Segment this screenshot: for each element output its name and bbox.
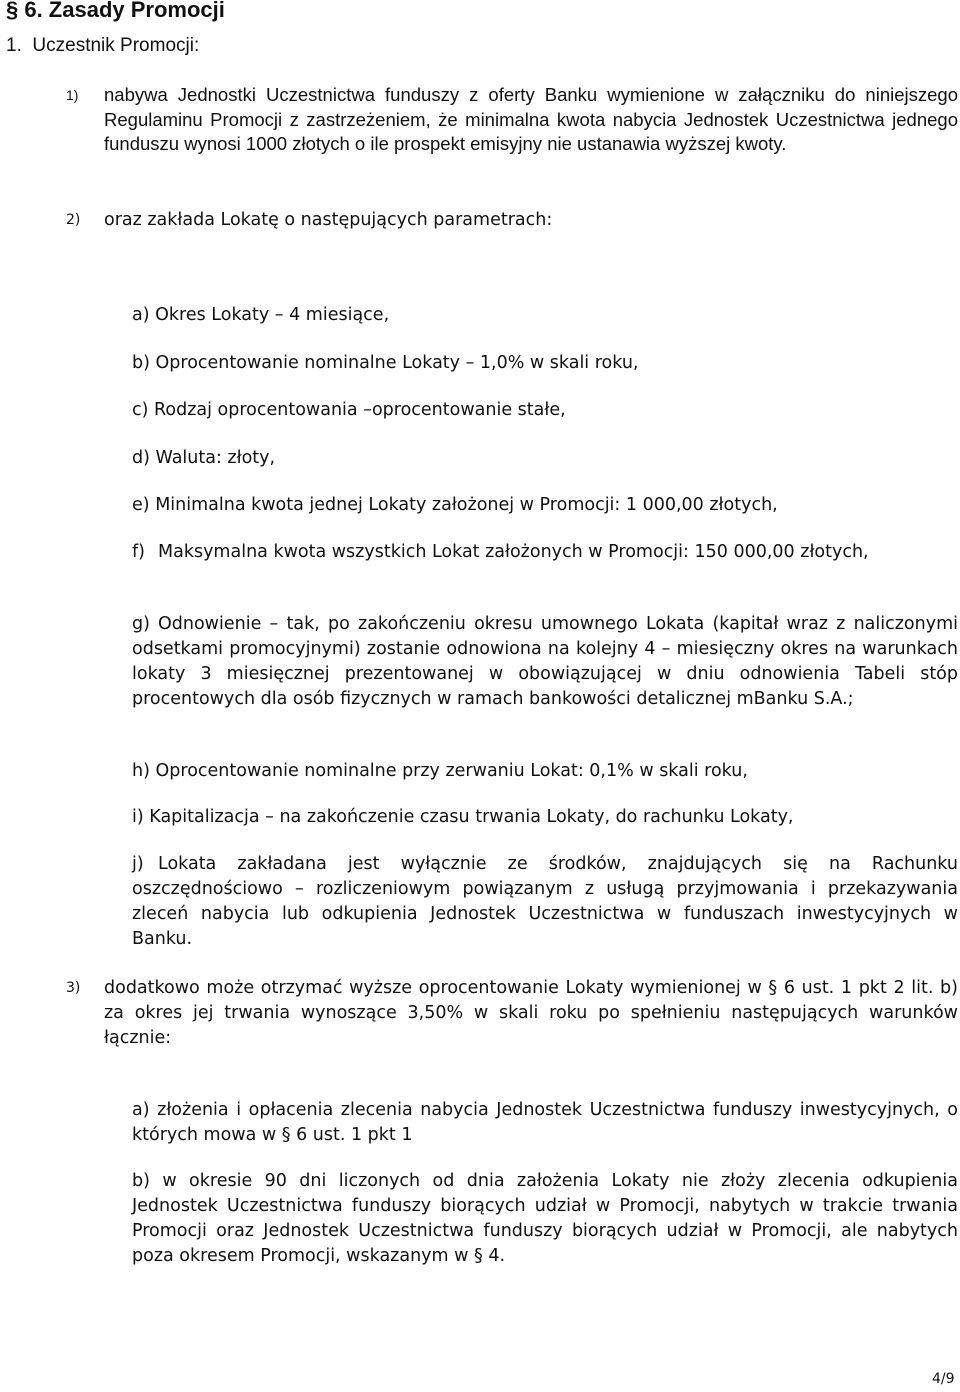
page-number: 4/9 [932,1371,955,1387]
parameter-letter: g) [132,614,150,634]
list-item-number: 1) [66,87,79,103]
parameter-text: Odnowienie – tak, po zakończeniu okresu umownego Lokata (kapitał wraz z naliczonymi odsetkami promocyjnymi) zostanie odnowiona na kolejny 4 – miesięczny okres na warunkach lokaty 3 miesięcznej prezentowanej w obowiązującej w dniu odnowienia Tabeli stóp procentowych dla osób fizycznych w ramach bankowości detalicznej mBanku S.A.; [132,614,958,709]
parameter-text: Okres Lokaty – 4 miesiące, [155,305,390,325]
parameter-letter: a) [132,305,150,325]
parameter-letter: h) [132,761,150,781]
subsection-label: Uczestnik Promocji: [32,35,200,56]
deposit-parameter-d [132,446,958,471]
parameter-text: Minimalna kwota jednej Lokaty założonej w Promocji: 1 000,00 złotych, [155,495,778,515]
bonus-condition-a [132,1098,958,1148]
parameter-text: Maksymalna kwota wszystkich Lokat założonych w Promocji: 150 000,00 złotych, [158,542,869,562]
condition-text: złożenia i opłacenia zlecenia nabycia Jednostek Uczestnictwa funduszy inwestycyjnych, o których mowa w § 6 ust. 1 pkt 1 [132,1100,958,1145]
deposit-parameter-b [132,351,958,376]
deposit-parameter-i [132,805,958,830]
parameter-text: Oprocentowanie nominalne przy zerwaniu Lokat: 0,1% w skali roku, [155,761,748,781]
parameter-letter: j) [132,854,144,874]
parameter-letter: f) [132,542,145,562]
list-item-1 [66,83,958,157]
parameter-text: Oprocentowanie nominalne Lokaty – 1,0% w skali roku, [155,353,639,373]
condition-letter: b) [132,1171,150,1191]
parameter-text: Kapitalizacja – na zakończenie czasu trwania Lokaty, do rachunku Lokaty, [149,807,794,827]
list-item-text: dodatkowo może otrzymać wyższe oprocentowanie Lokaty wymienionej w § 6 ust. 1 pkt 2 lit. b) za okres jej trwania wynoszące 3,50% w skali roku po spełnieniu następujących warunków łącznie: [104,978,958,1048]
bonus-condition-b [132,1169,958,1269]
list-item-text: nabywa Jednostki Uczestnictwa funduszy z oferty Banku wymienione w załączniku do niniejszego Regulaminu Promocji z zastrzeżeniem, że minimalna kwota nabycia Jednostek Uczestnictwa jednego funduszu wynosi 1000 złotych o ile prospekt emisyjny nie ustanawia wyższej kwoty. [104,84,958,154]
deposit-parameter-h [132,759,958,784]
deposit-parameter-c [132,398,958,423]
condition-letter: a) [132,1100,150,1120]
parameter-letter: c) [132,400,149,420]
parameter-letter: i) [132,807,144,827]
deposit-parameter-a [132,303,958,328]
parameter-text: Waluta: złoty, [155,448,276,468]
deposit-parameter-e [132,493,958,518]
parameter-text: Lokata zakładana jest wyłącznie ze środków, znajdujących się na Rachunku oszczędnościowo – rozliczeniowym powiązanym z usługą przyjmowania i przekazywania zleceń nabycia lub odkupienia Jednostek Uczestnictwa w funduszach inwestycyjnych w Banku. [132,854,958,949]
subsection-title [6,33,199,59]
list-item-number: 3) [66,980,81,996]
parameter-text: Rodzaj oprocentowania –oprocentowanie stałe, [154,400,566,420]
parameter-letter: d) [132,448,150,468]
list-item-3 [66,976,958,1051]
parameter-letter: b) [132,353,150,373]
deposit-parameter-f [132,540,958,565]
section-heading: § 6. Zasady Promocji [6,0,225,22]
condition-text: w okresie 90 dni liczonych od dnia założenia Lokaty nie złoży zlecenia odkupienia Jednostek Uczestnictwa funduszy biorących udział w Promocji, nabytych w trakcie trwania Promocji oraz Jednostek Uczestnictwa funduszy biorących udział w Promocji, ale nabytych poza okresem Promocji, wskazanym w § 4. [132,1171,958,1266]
deposit-parameter-g [132,612,958,712]
subsection-number: 1. [6,35,22,56]
deposit-parameter-j [132,852,958,952]
list-item-2 [66,208,958,233]
list-item-text: oraz zakłada Lokatę o następujących parametrach: [104,210,553,230]
list-item-number: 2) [66,212,81,228]
parameter-letter: e) [132,495,150,515]
